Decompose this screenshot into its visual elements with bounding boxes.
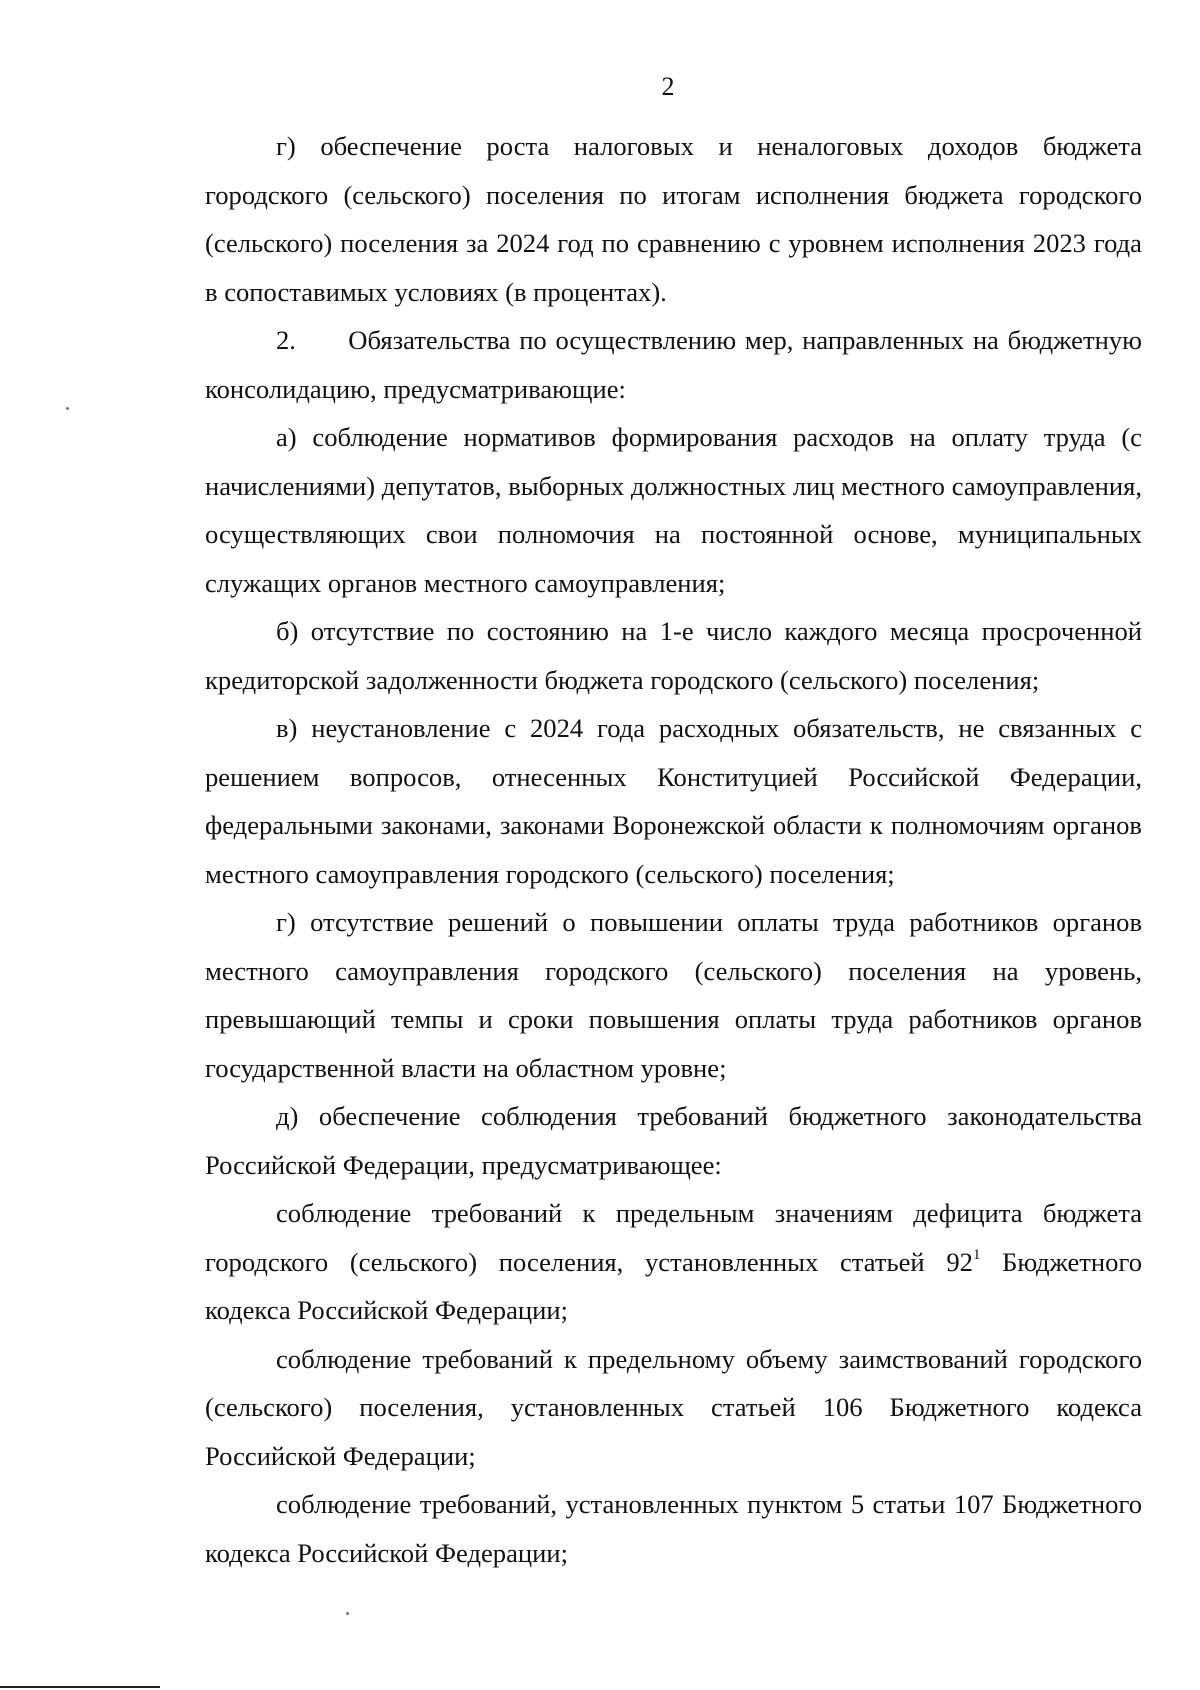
- scan-speck-left: [66, 407, 69, 410]
- scan-speck-bottom: [346, 1612, 349, 1615]
- article-superscript: 1: [972, 1246, 981, 1263]
- paragraph-2-obligations: 2. Обязательства по осуществлению мер, направленных на бюджетную консолидацию, предусматривающие:: [205, 325, 1142, 404]
- deficit-limits-text-end: Бюджетного кодекса Российской Федерации;: [205, 1246, 1142, 1325]
- paragraph-borrowing-limits: соблюдение требований к предельному объему заимствований городского (сельского) поселения, установленных статьей 106 Бюджетного кодекса Российской Федерации;: [205, 1343, 1142, 1471]
- paragraph-g-tax-revenue: г) обеспечение роста налоговых и неналоговых доходов бюджета городского (сельского) поселения по итогам исполнения бюджета городского (сельского) поселения за 2024 год по сравнению с уровнем исполнения 2023 года в сопоставимых условиях (в процентах).: [205, 131, 1142, 307]
- paragraph-v-no-new-obligations: в) неустановление с 2024 года расходных обязательств, не связанных с решением вопросов, отнесенных Конституцией Российской Федерации, федеральными законами, законами Воронежской области к полномочиям органов местного самоуправления городского (сельского) поселения;: [205, 713, 1142, 889]
- deficit-limits-text: соблюдение требований к предельным значениям дефицита бюджета городского (сельского) поселения, установленных статьей 92: [205, 1198, 1142, 1277]
- paragraph-g-no-wage-increase: г) отсутствие решений о повышении оплаты труда работников органов местного самоуправления городского (сельского) поселения на уровень, превышающий темпы и сроки повышения оплаты труда работников органов государственной власти на областном уровне;: [205, 907, 1142, 1083]
- footer-rule: [0, 1686, 160, 1688]
- paragraph-deficit-limits: [205, 1189, 1142, 1335]
- document-body: [205, 122, 1142, 1577]
- paragraph-article-107: соблюдение требований, установленных пунктом 5 статьи 107 Бюджетного кодекса Российской Федерации;: [205, 1489, 1142, 1568]
- paragraph-a-wage-norms: а) соблюдение нормативов формирования расходов на оплату труда (с начислениями) депутатов, выборных должностных лиц местного самоуправления, осуществляющих свои полномочия на постоянной основе, муниципальных служащих органов местного самоуправления;: [205, 422, 1142, 598]
- paragraph-d-budget-law-compliance: д) обеспечение соблюдения требований бюджетного законодательства Российской Федерации, предусматривающее:: [205, 1101, 1142, 1180]
- page-number: 2: [661, 72, 675, 101]
- paragraph-b-no-overdue-debt: б) отсутствие по состоянию на 1-е число каждого месяца просроченной кредиторской задолженности бюджета городского (сельского) поселения;: [205, 616, 1142, 695]
